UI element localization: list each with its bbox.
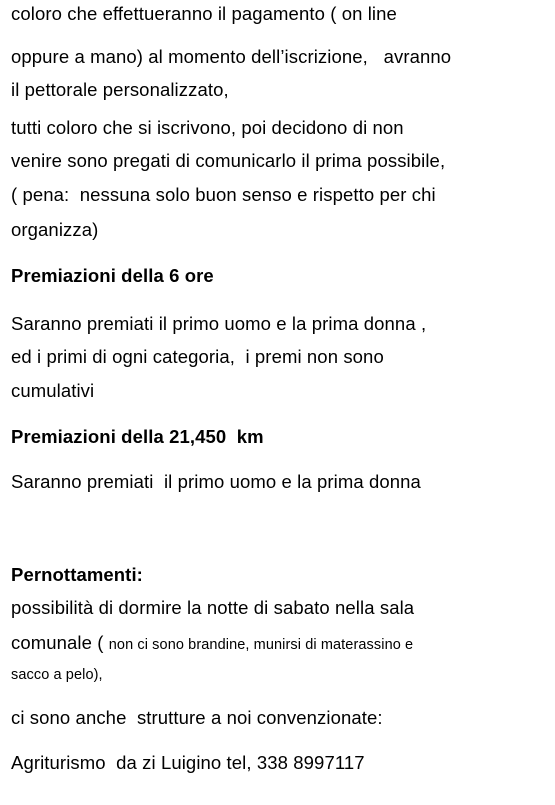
text-line: Saranno premiati il primo uomo e la prima donna <box>11 471 421 492</box>
text-line: ci sono anche strutture a noi convenzionate: <box>11 707 383 728</box>
text-line: Saranno premiati il primo uomo e la prima donna , <box>11 313 427 334</box>
text-line: ed i primi di ogni categoria, i premi non sono <box>11 346 384 367</box>
text-line-small: sacco a pelo), <box>11 667 103 683</box>
text-line: ( pena: nessuna solo buon senso e rispetto per chi <box>11 184 436 205</box>
section-heading-pernottamenti: Pernottamenti: <box>11 564 143 585</box>
text-segment: comunale ( <box>11 632 109 653</box>
text-line: venire sono pregati di comunicarlo il prima possibile, <box>11 150 446 171</box>
text-line: Agriturismo da zi Luigino tel, 338 8997117 <box>11 752 365 773</box>
text-segment-small: non ci sono brandine, munirsi di materassino e <box>108 637 414 653</box>
text-line: possibilità di dormire la notte di sabato nella sala <box>11 597 415 618</box>
text-line: tutti coloro che si iscrivono, poi decidono di non <box>11 117 404 138</box>
section-heading-6-ore: Premiazioni della 6 ore <box>11 265 214 286</box>
text-line-mixed <box>11 632 413 656</box>
section-heading-21km: Premiazioni della 21,450 km <box>11 426 264 447</box>
text-line: oppure a mano) al momento dell’iscrizione, avranno <box>11 46 452 67</box>
text-line: cumulativi <box>11 380 95 401</box>
text-line: il pettorale personalizzato, <box>11 79 229 100</box>
text-line: coloro che effettueranno il pagamento ( on line <box>11 3 397 24</box>
text-line: organizza) <box>11 219 99 240</box>
